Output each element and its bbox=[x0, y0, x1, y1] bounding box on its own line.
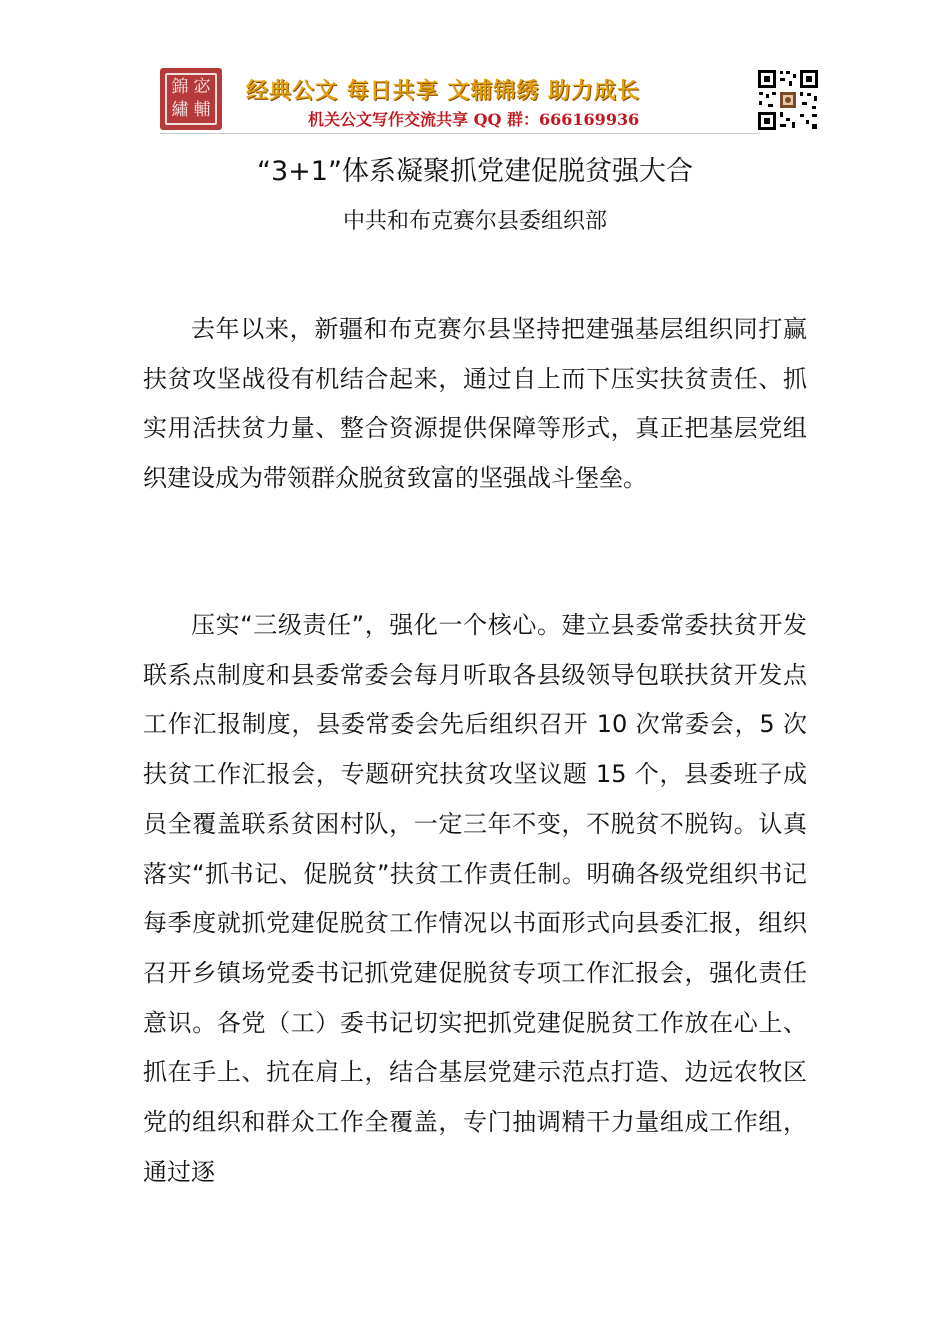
header-banner bbox=[160, 68, 822, 134]
seal-char: 繡 bbox=[171, 100, 189, 120]
seal-logo bbox=[160, 68, 222, 130]
page-title: “3+1”体系凝聚抓党建促脱贫强大合 bbox=[257, 156, 693, 187]
seal-char: 錦 bbox=[171, 77, 189, 97]
seal-char: 宓 bbox=[193, 77, 211, 97]
body-paragraph: 压实“三级责任”，强化一个核心。建立县委常委扶贫开发联系点制度和县委常委会每月听取各县级领导包联扶贫开发点工作汇报制度，县委常委会先后组织召开 10 次常委会，5 次扶贫工作汇报会，专题研究扶贫攻坚议题 15 个，县委班子成员全覆盖联系贫困村队，一定三年不变，不脱贫不脱钩。认真落实“抓书记、促脱贫”扶贫工作责任制。明确各级党组织书记每季度就抓党建促脱贫工作情况以书面形式向县委汇报，组织召开乡镇场党委书记抓党建促脱贫专项工作汇报会，强化责任意识。各党（工）委书记切实把抓党建促脱贫工作放在心上、抓在手上、抗在肩上，结合基层党建示范点打造、边远农牧区党的组织和群众工作全覆盖，专门抽调精干力量组成工作组，通过逐 bbox=[143, 611, 807, 1186]
banner-divider bbox=[160, 133, 760, 134]
qq-group-text: 机关公文写作交流共享 QQ 群：666169936 bbox=[308, 110, 640, 129]
author-line: 中共和布克赛尔县委组织部 bbox=[342, 209, 607, 234]
qr-code-icon bbox=[756, 68, 820, 132]
banner-slogan: 经典公文 每日共享 文辅锦绣 助力成长 bbox=[246, 78, 640, 104]
seal-char: 輔 bbox=[193, 100, 211, 120]
body-paragraph: 去年以来，新疆和布克赛尔县坚持把建强基层组织同打赢扶贫攻坚战役有机结合起来，通过自上而下压实扶贫责任、抓实用活扶贫力量、整合资源提供保障等形式，真正把基层党组织建设成为带领群众脱贫致富的坚强战斗堡垒。 bbox=[143, 315, 807, 493]
